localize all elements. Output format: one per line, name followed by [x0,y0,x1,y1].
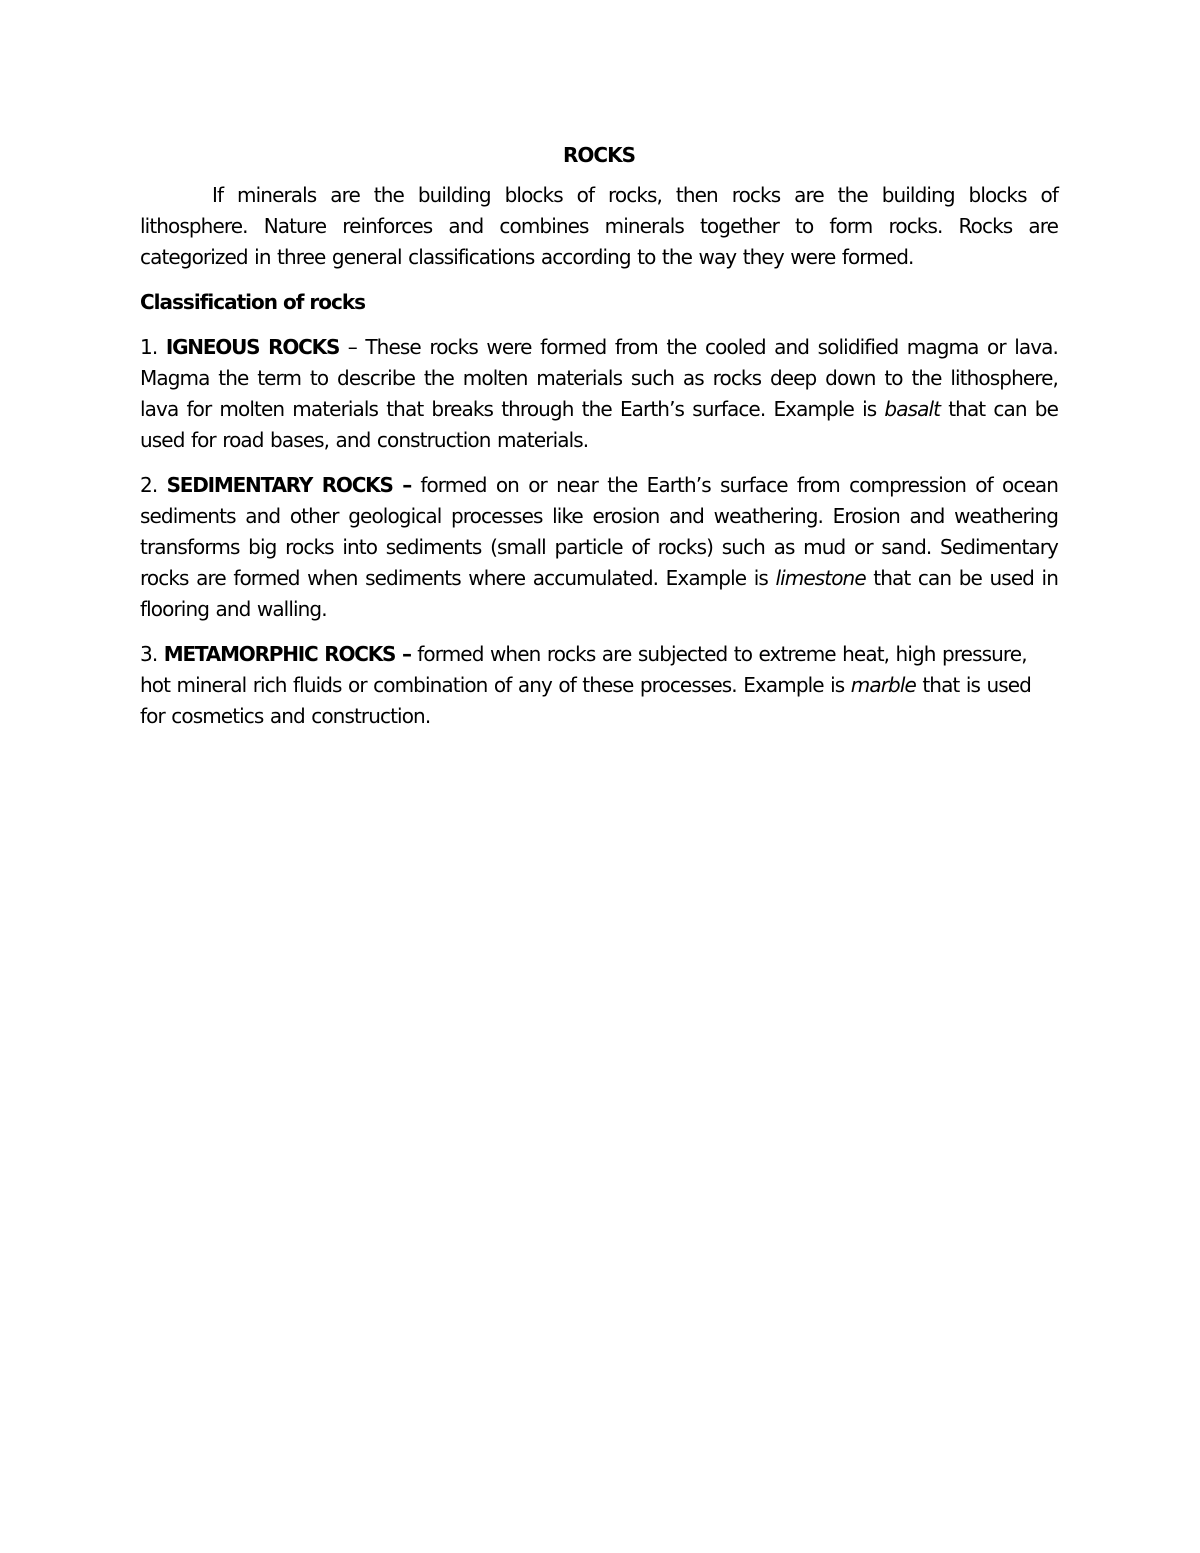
item-number: 3. [140,642,164,666]
intro-paragraph: If minerals are the building blocks of rocks, then rocks are the building blocks of lithosphere. Nature reinforces and combines minerals together to form rocks. Rocks are categorized in three general classifications according to the way they were formed. [140,183,1058,269]
sedimentary-paragraph [140,470,1058,625]
igneous-example: basalt [884,397,941,421]
item-number: 2. [140,473,167,497]
section-heading: Classification of rocks [140,290,366,314]
metamorphic-example-use: that is used for cosmetics and construction. [140,673,1031,728]
document-page [140,140,1058,746]
item-number: 1. [140,335,166,359]
sedimentary-term: SEDIMENTARY ROCKS – [166,473,412,497]
sedimentary-example-use: that can be used in flooring and walling. [140,566,1058,621]
document-title: ROCKS [563,143,635,167]
metamorphic-term: METAMORPHIC ROCKS – [163,642,411,666]
igneous-term: IGNEOUS ROCKS [165,335,340,359]
metamorphic-paragraph [140,639,1058,732]
igneous-paragraph [140,332,1058,456]
sedimentary-description: formed on or near the Earth’s surface from compression of ocean sediments and other geological processes like erosion and weathering. Erosion and weathering transforms big rocks into sediments (small particle of rocks) such as mud or sand. Sedimentary rocks are formed when sediments where accumulated. Example is [140,473,1058,590]
metamorphic-description: formed when rocks are subjected to extreme heat, high pressure, hot mineral rich fluids or combination of any of these processes. Example is [140,642,1027,697]
sedimentary-example: limestone [775,566,866,590]
metamorphic-example: marble [850,673,916,697]
igneous-example-use: that can be used for road bases, and construction materials. [140,397,1058,452]
igneous-description: – These rocks were formed from the cooled and solidified magma or lava. Magma the term to describe the molten materials such as rocks deep down to the lithosphere, lava for molten materials that breaks through the Earth’s surface. Example is [140,335,1058,421]
